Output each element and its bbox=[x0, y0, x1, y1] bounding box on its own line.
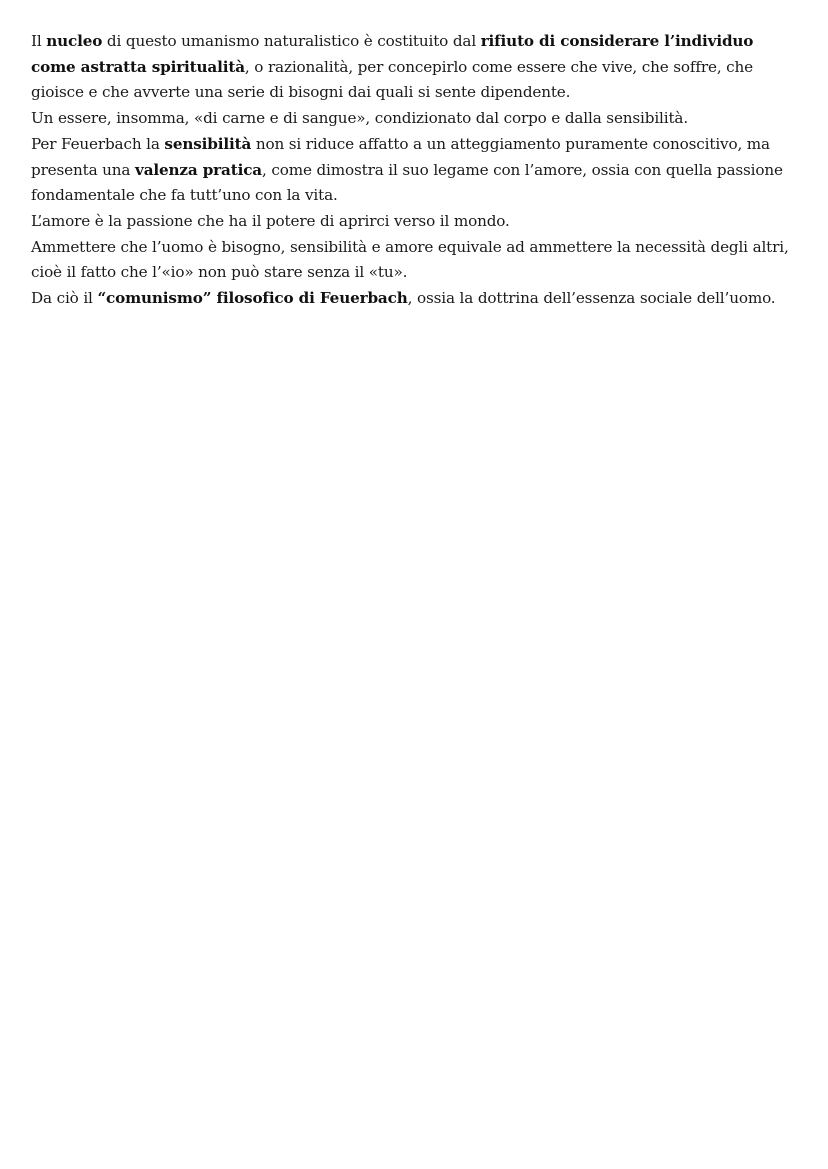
document-body bbox=[31, 29, 801, 312]
text-run: , come dimostra il suo legame con l’amore, ossia con quella passione fondamentale che fa tutt’uno con la vita. bbox=[31, 160, 783, 205]
text-run: Da ciò il bbox=[31, 289, 98, 308]
text-run: , ossia la dottrina dell’essenza sociale dell’uomo. bbox=[407, 289, 776, 308]
paragraph-amore bbox=[31, 209, 801, 235]
text-run: Per Feuerbach la bbox=[31, 134, 165, 153]
bold-term-comunismo: “comunismo” filosofico di Feuerbach bbox=[97, 289, 408, 308]
text-run: Un essere, insomma, «di carne e di sangue», condizionato dal corpo e dalla sensibilità. bbox=[31, 109, 688, 128]
bold-term-valenza-pratica: valenza pratica bbox=[135, 160, 262, 179]
paragraph-ammettere bbox=[31, 235, 801, 286]
text-run: L’amore è la passione che ha il potere di aprirci verso il mondo. bbox=[31, 211, 510, 230]
paragraph-comunismo bbox=[31, 286, 801, 312]
bold-term-sensibilita: sensibilità bbox=[164, 134, 252, 153]
text-run: Ammettere che l’uomo è bisogno, sensibilità e amore equivale ad ammettere la necessità degli altri, cioè il fatto che l’«io» non può stare senza il «tu». bbox=[31, 237, 789, 282]
bold-term-rifiuto: rifiuto di considerare l’individuo come astratta spiritualità bbox=[31, 32, 754, 76]
paragraph-essere bbox=[31, 106, 801, 132]
text-run: Il bbox=[31, 32, 47, 50]
text-run: non si riduce affatto a un atteggiamento puramente conoscitivo, ma presenta una bbox=[31, 134, 770, 179]
text-run: , o razionalità, per concepirlo come essere che vive, che soffre, che gioisce e che avverte una serie di bisogni dai quali si sente dipendente. bbox=[31, 57, 754, 102]
text-run: di questo umanismo naturalistico è costituito dal bbox=[102, 32, 481, 50]
bold-term-nucleo: nucleo bbox=[46, 32, 103, 50]
paragraph-sensibilita bbox=[31, 132, 801, 209]
paragraph-nucleo bbox=[31, 29, 801, 106]
